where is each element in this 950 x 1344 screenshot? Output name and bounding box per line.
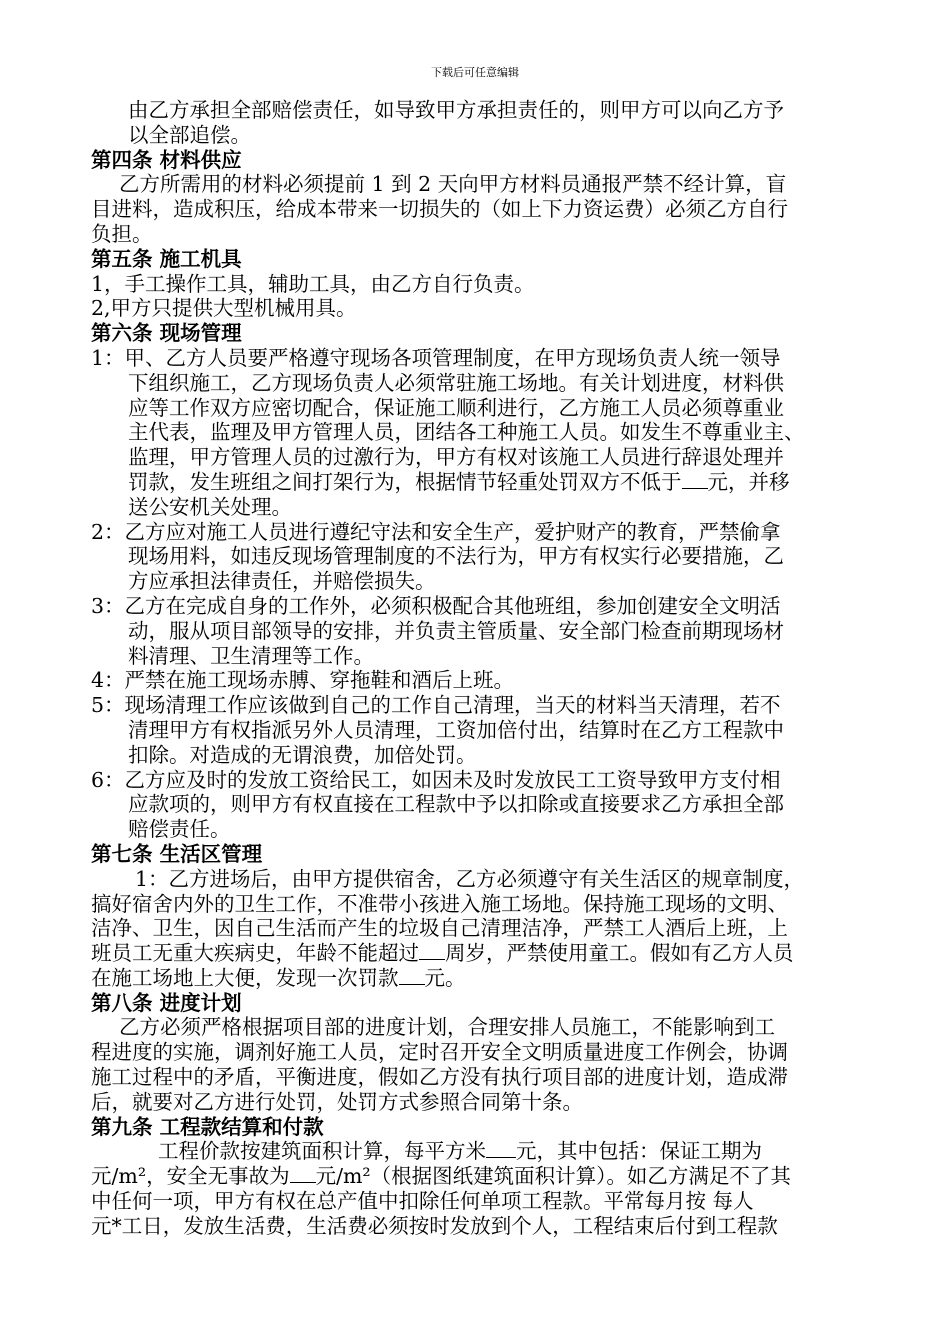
text-line: [91, 718, 861, 743]
line-text: 1：甲、乙方人员要严格遵守现场各项管理制度，在甲方现场负责人统一领导: [91, 345, 781, 370]
line-text: 负担。: [91, 221, 153, 246]
text-line: [91, 346, 861, 371]
fill-in-blank: [290, 1164, 316, 1183]
text-line: [91, 495, 861, 520]
line-text: 洁净、卫生，因自己生活而产生的垃圾自己清理洁净，严禁工人酒后上班，上: [91, 916, 788, 941]
text-line: [91, 668, 861, 693]
line-text: 程进度的实施，调剂好施工人员，定时召开安全文明质量进度工作例会，协调: [91, 1040, 788, 1065]
line-text: 现场用料，如违反现场管理制度的不法行为，甲方有权实行必要措施，乙: [128, 544, 784, 569]
text-line: [91, 867, 861, 892]
line-text: 清理甲方有权指派另外人员清理，工资加倍付出，结算时在乙方工程款中: [128, 717, 784, 742]
text-line: [91, 172, 861, 197]
fill-in-blank: [682, 470, 708, 489]
text-line: [91, 1164, 861, 1189]
line-text: 2：乙方应对施工人员进行遵纪守法和安全生产，爱护财产的教育，严禁偷拿: [91, 519, 781, 544]
line-text: 动，服从项目部领导的安排，并负责主管质量、安全部门检查前期现场材: [128, 618, 784, 643]
text-line: [91, 768, 861, 793]
text-line: [91, 197, 861, 222]
text-line: [91, 1139, 861, 1164]
section-heading: [91, 321, 861, 346]
text-line: [91, 693, 861, 718]
text-line: [91, 1015, 861, 1040]
line-text: 应等工作双方应密切配合，保证施工顺利进行，乙方施工人员必须尊重业: [128, 395, 784, 420]
line-text: 搞好宿舍内外的卫生工作，不准带小孩进入施工场地。保持施工现场的文明、: [91, 891, 788, 916]
section-heading: [91, 247, 861, 272]
line-text-after: 元，其中包括：保证工期为: [516, 1139, 762, 1164]
text-line: [91, 1214, 861, 1239]
line-text: 1，手工操作工具，辅助工具，由乙方自行负责。: [91, 271, 535, 296]
fill-in-blank: [486, 1139, 516, 1158]
line-text: 3：乙方在完成自身的工作外，必须积极配合其他班组，参加创建安全文明活: [91, 593, 781, 618]
text-line: [91, 1040, 861, 1065]
text-line: [91, 1090, 861, 1115]
text-line: [91, 396, 861, 421]
page-header: 下载后可任意编辑: [431, 66, 519, 79]
line-text: 赔偿责任。: [128, 817, 231, 842]
line-text: 第四条 材料供应: [91, 147, 242, 172]
line-text: 方应承担法律责任，并赔偿损失。: [128, 569, 436, 594]
line-text: 6：乙方应及时的发放工资给民工，如因未及时发放民工工资导致甲方支付相: [91, 767, 781, 792]
section-heading: [91, 148, 861, 173]
line-text: 第九条 工程款结算和付款: [91, 1114, 324, 1139]
line-text: 送公安机关处理。: [128, 494, 292, 519]
line-text: 主代表，监理及甲方管理人员，团结各工种施工人员。如发生不尊重业主、: [128, 420, 805, 445]
line-text: 应款项的，则甲方有权直接在工程款中予以扣除或直接要求乙方承担全部: [128, 792, 784, 817]
text-line: [91, 1065, 861, 1090]
line-text: 5：现场清理工作应该做到自己的工作自己清理，当天的材料当天清理，若不: [91, 693, 781, 718]
line-text: 第五条 施工机具: [91, 246, 242, 271]
text-line: [91, 1189, 861, 1214]
line-text-after: 周岁，严禁使用童工。假如有乙方人员: [445, 941, 794, 966]
line-text: 施工过程中的矛盾，平衡进度，假如乙方没有执行项目部的进度计划，造成滞: [91, 1065, 788, 1090]
line-text-after: 元/m²（根据图纸建筑面积计算）。如乙方满足不了其: [315, 1164, 791, 1189]
line-text: 中任何一项，甲方有权在总产值中扣除任何单项工程款。平常每月按 每人: [91, 1189, 754, 1214]
line-text: 目进料，造成积压，给成本带来一切损失的（如上下力资运费）必须乙方自行: [91, 197, 788, 222]
line-text: 第七条 生活区管理: [91, 841, 263, 866]
line-text: 第六条 现场管理: [91, 321, 242, 346]
text-line: [91, 296, 861, 321]
line-text: 乙方必须严格根据项目部的进度计划，合理安排人员施工，不能影响到工: [119, 1015, 775, 1040]
line-text: 后，就要对乙方进行处罚，处罚方式参照合同第十条。: [91, 1089, 583, 1114]
line-text: 在施工场地上大便，发现一次罚款: [91, 965, 399, 990]
section-heading: [91, 991, 861, 1016]
line-text: 罚款，发生班组之间打架行为，根据情节轻重处罚双方不低于: [128, 469, 682, 494]
line-text: 班员工无重大疾病史，年龄不能超过: [91, 941, 419, 966]
text-line: [91, 619, 861, 644]
text-line: [91, 892, 861, 917]
line-text: 由乙方承担全部赔偿责任，如导致甲方承担责任的，则甲方可以向乙方予: [128, 98, 784, 122]
text-line: [91, 371, 861, 396]
text-line: [91, 743, 861, 768]
line-text: 料清理、卫生清理等工作。: [128, 643, 374, 668]
text-line: [91, 520, 861, 545]
fill-in-blank: [399, 966, 425, 985]
line-text: 元*工日，发放生活费，生活费必须按时发放到个人，工程结束后付到工程款: [91, 1213, 778, 1238]
text-line: [91, 569, 861, 594]
text-line: [91, 817, 861, 842]
line-text: 乙方所需用的材料必须提前 1 到 2 天向甲方材料员通报严禁不经计算，盲: [119, 172, 787, 197]
text-line: [91, 420, 861, 445]
text-line: [91, 544, 861, 569]
line-text: 工程价款按建筑面积计算，每平方米: [158, 1139, 486, 1164]
text-line: [91, 594, 861, 619]
text-line: [91, 941, 861, 966]
line-text-after: 元，并移: [707, 469, 790, 494]
text-line: [91, 644, 861, 669]
line-text: 元/m²，安全无事故为: [91, 1164, 290, 1189]
line-text: 监理，甲方管理人员的过激行为，甲方有权对该施工人员进行辞退处理并: [128, 445, 784, 470]
line-text: 第八条 进度计划: [91, 990, 242, 1015]
line-text-after: 元。: [424, 965, 466, 990]
line-text: 以全部追偿。: [128, 122, 251, 147]
line-text: 扣除。对造成的无谓浪费，加倍处罚。: [128, 742, 477, 767]
text-line: [91, 272, 861, 297]
section-heading: [91, 1115, 861, 1140]
text-line: [91, 123, 861, 148]
text-line: [91, 222, 861, 247]
section-heading: [91, 842, 861, 867]
line-text: 1：乙方进场后，由甲方提供宿舍，乙方必须遵守有关生活区的规章制度，: [135, 866, 805, 891]
line-text: 下组织施工，乙方现场负责人必须常驻施工场地。有关计划进度，材料供: [128, 370, 784, 395]
text-line: [91, 445, 861, 470]
text-line: [91, 966, 861, 991]
text-line: [91, 916, 861, 941]
text-line: [91, 792, 861, 817]
text-line: [91, 470, 861, 495]
line-text: 4：严禁在施工现场赤膊、穿拖鞋和酒后上班。: [91, 668, 515, 693]
fill-in-blank: [419, 941, 445, 960]
line-text: 2,甲方只提供大型机械用具。: [91, 296, 357, 321]
text-line: [91, 98, 861, 123]
document-body: [91, 98, 861, 1239]
